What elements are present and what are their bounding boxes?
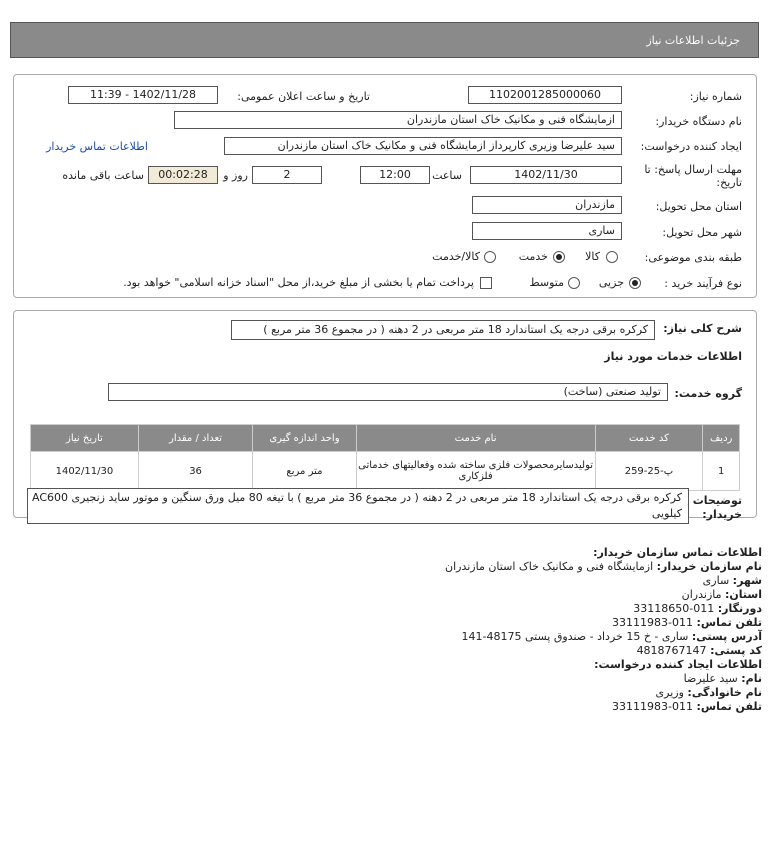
treasury-payment-checkbox[interactable] [480,277,492,289]
city-field: ساری [472,222,622,240]
description-field: کرکره برقی درجه یک استاندارد 18 متر مربعی در 2 دهنه ( در مجموع 36 متر مربع ) [231,320,655,340]
remaining-time-field: 00:02:28 [148,166,218,184]
category-radio-service[interactable] [553,251,565,263]
col-date: تاریخ نیاز [31,425,139,452]
category-radio-goods[interactable] [606,251,618,263]
deadline-label: مهلت ارسال پاسخ: تا تاریخ: [644,163,742,189]
buyer-notes-label: توضیحات خریدار: [692,494,742,521]
cell-date: 1402/11/30 [31,452,139,491]
cell-unit: متر مربع [253,452,356,491]
buyer-field: ازمایشگاه فنی و مکانیک خاک استان مازندران [174,111,622,129]
time-label: ساعت [432,169,462,182]
need-number-field: 1102001285000060 [468,86,622,104]
buyer-contact-link[interactable]: اطلاعات تماس خریدار [46,140,148,153]
contact-line: استان: مازندران [681,588,762,601]
table-row [31,452,740,491]
process-option-medium: متوسط [529,276,564,289]
remaining-label: ساعت باقی مانده [62,169,144,182]
province-label: استان محل تحویل: [655,200,742,213]
contact-line: آدرس پستی: ساری - خ 15 خرداد - صندوق پستی 48175-141 [461,630,762,643]
col-row: ردیف [703,425,740,452]
process-radio-minor[interactable] [629,277,641,289]
contact-line: تلفن تماس: 011-33111983 [612,616,762,629]
cell-row: 1 [703,452,740,491]
province-field: مازندران [472,196,622,214]
col-unit: واحد اندازه گیری [253,425,356,452]
creator-info-title: اطلاعات ایجاد کننده درخواست: [594,658,762,671]
days-field: 2 [252,166,322,184]
category-label: طبقه بندی موضوعی: [644,251,742,264]
contact-org-title: اطلاعات تماس سازمان خریدار: [593,546,762,559]
category-radio-goods-service[interactable] [484,251,496,263]
contact-line: کد پستی: 4818767147 [636,644,762,657]
category-option-goods-service: کالا/خدمت [432,250,480,263]
page-header [10,22,759,58]
category-option-goods: کالا [585,250,600,263]
buyer-notes-field: کرکره برقی درجه یک استاندارد 18 متر مربعی در 2 دهنه ( در مجموع 36 متر مربع ) با تیغه 80 میل ورق سنگین و موتور ساید زنجیری AC600 کیلویی [27,488,689,524]
days-label: روز و [223,169,248,182]
services-title: اطلاعات خدمات مورد نیاز [604,350,742,363]
creator-field: سید علیرضا وزیری کارپرداز ازمایشگاه فنی و مکانیک خاک استان مازندران [224,137,622,155]
category-option-service: خدمت [518,250,548,263]
creator-line: نام: سید علیرضا [683,672,762,685]
cell-qty: 36 [138,452,252,491]
announce-label: تاریخ و ساعت اعلان عمومی: [237,90,370,103]
process-label: نوع فرآیند خرید : [664,277,742,290]
page-title: جزئیات اطلاعات نیاز [646,34,740,47]
process-radio-medium[interactable] [568,277,580,289]
city-label: شهر محل تحویل: [662,226,742,239]
deadline-time-field: 12:00 [360,166,430,184]
services-table [30,424,740,491]
contact-line: نام سازمان خریدار: ازمایشگاه فنی و مکانیک خاک استان مازندران [445,560,762,573]
creator-label: ایجاد کننده درخواست: [640,140,742,153]
contact-line: شهر: ساری [702,574,762,587]
contact-line: دورنگار: 011-33118650 [633,602,762,615]
buyer-label: نام دستگاه خریدار: [655,115,742,128]
cell-name: تولیدسایرمحصولات فلزی ساخته شده وفعالیتهای خدماتی فلزکاری [356,452,595,491]
col-qty: تعداد / مقدار [138,425,252,452]
announce-field: 1402/11/28 - 11:39 [68,86,218,104]
creator-line: نام خانوادگی: وزیری [655,686,762,699]
process-option-minor: جزیی [598,276,624,289]
table-header-row [31,425,740,452]
cell-code: پ-25-259 [595,452,703,491]
deadline-date-field: 1402/11/30 [470,166,622,184]
col-name: نام خدمت [356,425,595,452]
need-number-label: شماره نیاز: [689,90,742,103]
contact-section [0,540,770,740]
service-group-label: گروه خدمت: [674,387,742,400]
payment-note: پرداخت تمام یا بخشی از مبلغ خرید،از محل "اسناد خزانه اسلامی" خواهد بود. [123,276,474,289]
creator-line: تلفن تماس: 011-33111983 [612,700,762,713]
service-group-field: تولید صنعتی (ساخت) [108,383,668,401]
description-label: شرح کلی نیاز: [663,322,742,335]
col-code: کد خدمت [595,425,703,452]
